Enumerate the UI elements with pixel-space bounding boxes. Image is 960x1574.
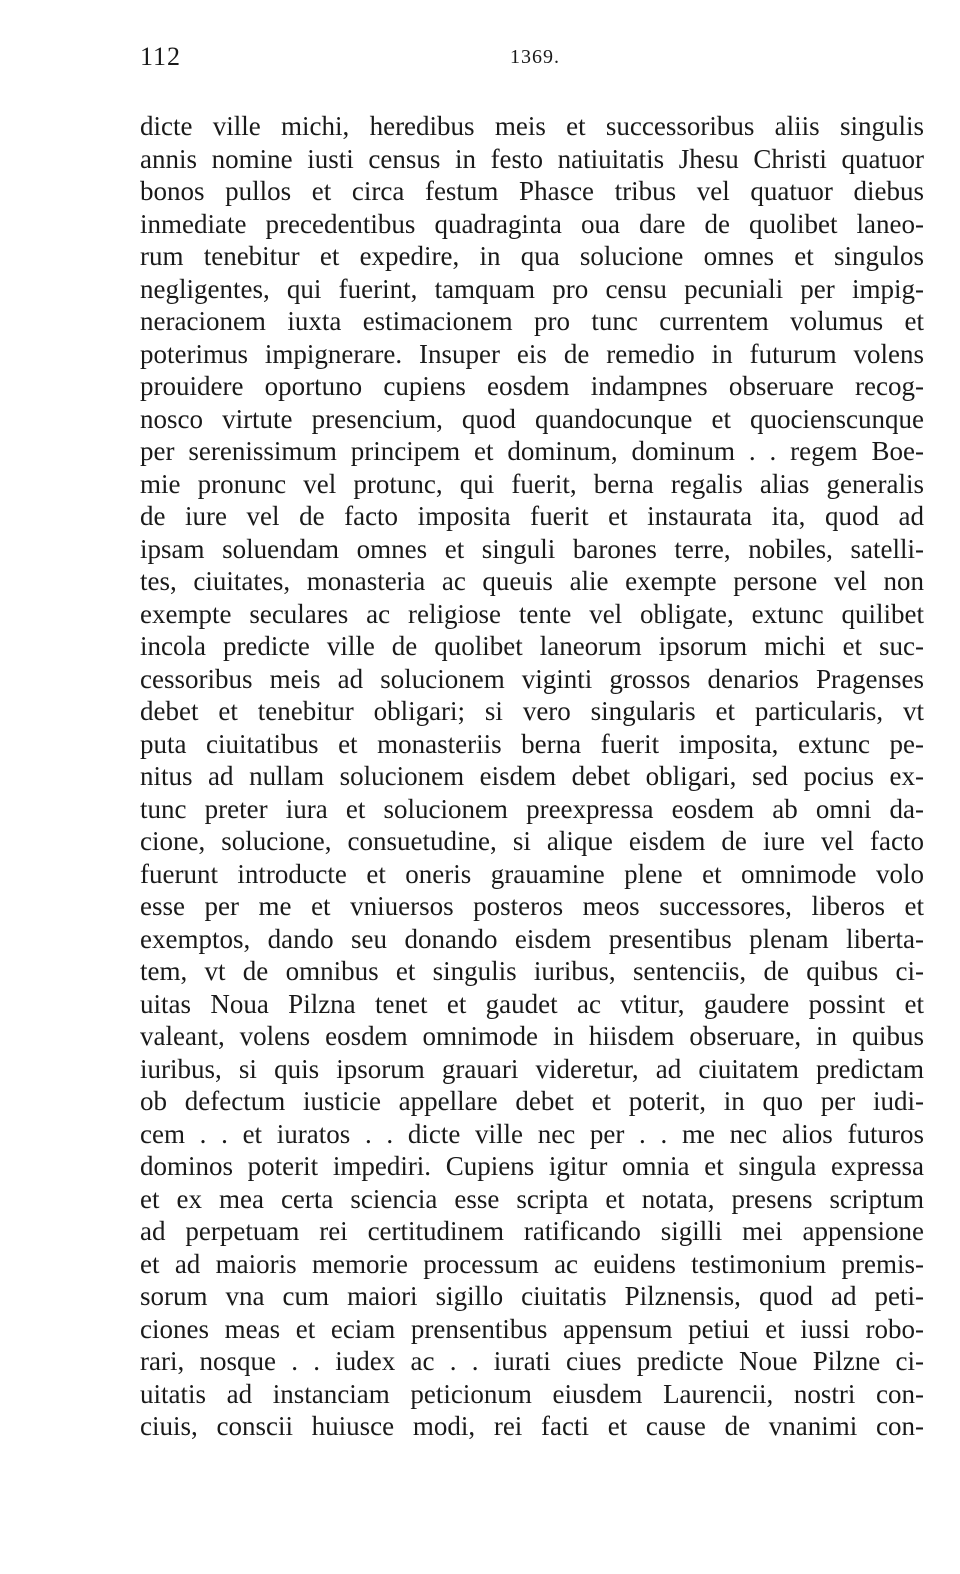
page-number: 112 [140,42,182,71]
text-line: et ad maioris memorie processum ac euidens testimonium premis- [140,1248,924,1279]
text-line: nitus ad nullam solucionem eisdem debet obligari, sed pocius ex- [140,761,924,791]
text-line: neracionem iuxta estimacionem pro tunc currentem volumus et [140,306,924,336]
text-line: esse per me et vniuersos posteros meos successores, liberos et [140,891,924,921]
text-line: valeant, volens eosdem omnimode in hiisdem obseruare, in quibus [140,1021,924,1051]
text-line: exemptos, dando seu donando eisdem presentibus plenam liberta- [140,923,924,954]
text-line: ipsam soluendam omnes et singuli barones terre, nobiles, satelli- [140,533,924,564]
text-line: ciones meas et eciam prensentibus appensum petiui et iussi robo- [140,1313,924,1344]
text-line: exempte seculares ac religiose tente vel obligate, extunc quilibet [140,598,924,629]
text-line: tes, ciuitates, monasteria ac queuis alie exempte persone vel non [140,566,924,596]
text-line: nosco virtute presencium, quod quandocunque et quocienscunque [140,403,924,434]
text-line: poterimus impignerare. Insuper eis de remedio in futurum volens [140,338,924,369]
text-line: iuribus, si quis ipsorum grauari videretur, ad ciuitatem predictam [140,1053,924,1084]
text-line: negligentes, qui fuerint, tamquam pro censu pecuniali per impig- [140,273,924,304]
text-line: cione, solucione, consuetudine, si alique eisdem de iure vel facto [140,826,924,856]
page-header [140,42,924,82]
text-line: fuerunt introducte et oneris grauamine plene et omnimode volo [140,858,924,889]
running-head-year: 1369. [510,46,560,68]
text-line: uitatis ad instanciam peticionum eiusdem Laurencii, nostri con- [140,1378,924,1409]
text-line: debet et tenebitur obligari; si vero singularis et particularis, vt [140,696,924,726]
text-line: per serenissimum principem et dominum, dominum . . regem Boe- [140,436,924,466]
text-line: uitas Noua Pilzna tenet et gaudet ac vtitur, gaudere possint et [140,988,924,1019]
text-line: tem, vt de omnibus et singulis iuribus, sentenciis, de quibus ci- [140,956,924,986]
text-line: sorum vna cum maiori sigillo ciuitatis Pilznensis, quod ad peti- [140,1281,924,1311]
text-line: ob defectum iusticie appellare debet et poterit, in quo per iudi- [140,1086,924,1116]
text-line: cem . . et iuratos . . dicte ville nec per . . me nec alios futuros [140,1118,924,1149]
text-line: et ex mea certa sciencia esse scripta et notata, presens scriptum [140,1183,924,1214]
text-line: mie pronunc vel protunc, qui fuerit, berna regalis alias generalis [140,468,924,499]
text-line: prouidere oportuno cupiens eosdem indampnes obseruare recog- [140,371,924,401]
text-line: rum tenebitur et expedire, in qua solucione omnes et singulos [140,241,924,271]
text-line: de iure vel de facto imposita fuerit et instaurata ita, quod ad [140,501,924,531]
text-line: dicte ville michi, heredibus meis et successoribus aliis singulis [140,111,924,141]
text-line: inmediate precedentibus quadraginta oua dare de quolibet laneo- [140,208,924,239]
body-text [140,110,924,1443]
text-line: tunc preter iura et solucionem preexpressa eosdem ab omni da- [140,793,924,824]
text-line: annis nomine iusti census in festo natiuitatis Jhesu Christi quatuor [140,143,924,174]
text-line: dominos poterit impediri. Cupiens igitur omnia et singula expressa [140,1151,924,1181]
text-line: puta ciuitatibus et monasteriis berna fuerit imposita, extunc pe- [140,728,924,759]
text-line: incola predicte ville de quolibet laneorum ipsorum michi et suc- [140,631,924,661]
text-line: cessoribus meis ad solucionem viginti grossos denarios Pragenses [140,663,924,694]
text-line: bonos pullos et circa festum Phasce tribus vel quatuor diebus [140,176,924,206]
text-line: ad perpetuam rei certitudinem ratificando sigilli mei appensione [140,1216,924,1246]
text-line: ciuis, conscii huiusce modi, rei facti et cause de vnanimi con- [140,1411,924,1441]
text-line: rari, nosque . . iudex ac . . iurati ciues predicte Noue Pilzne ci- [140,1346,924,1376]
